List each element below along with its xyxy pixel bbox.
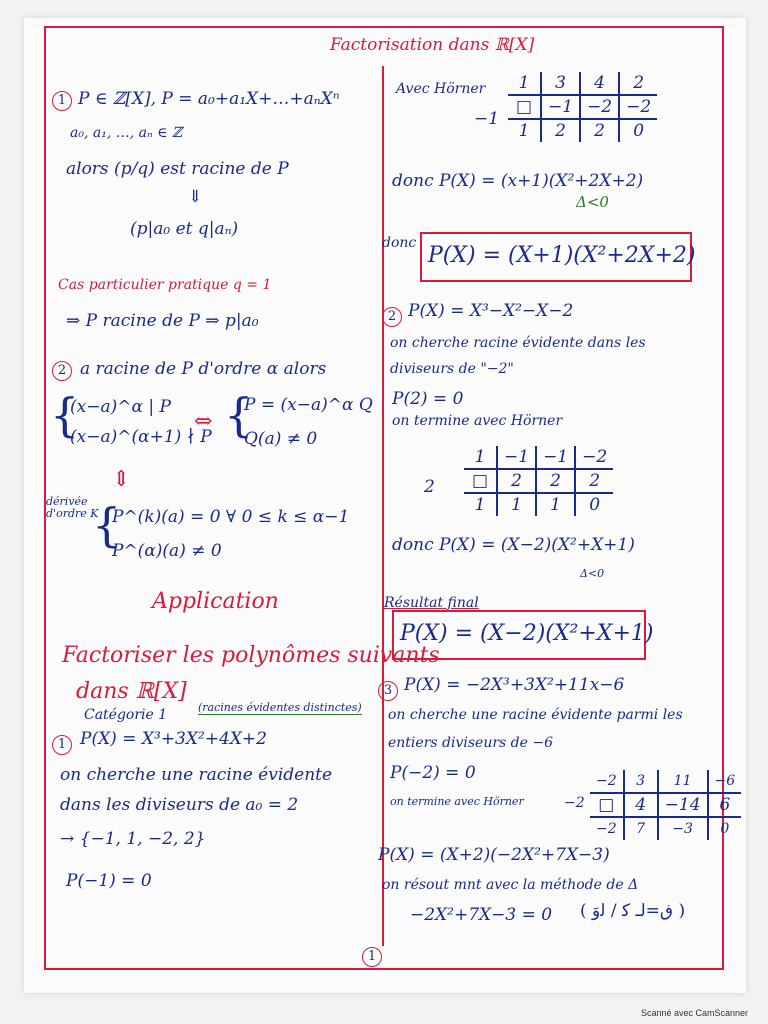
h2-cell: −2 <box>575 446 613 469</box>
item-3-label: 3 <box>378 680 398 701</box>
h2-cell: □ <box>464 469 497 493</box>
h1-cell: 2 <box>580 119 619 142</box>
horner2-root: 2 <box>424 477 435 497</box>
application-heading: Application <box>152 589 279 614</box>
boxed1-text: P(X) = (X+1)(X²+2X+2) <box>428 243 696 268</box>
p1-line2: on cherche une racine évidente <box>60 765 333 785</box>
h2-cell: −1 <box>536 446 575 469</box>
h3-cell: −14 <box>658 793 708 817</box>
brace-2: { <box>224 388 254 442</box>
horner3-root: −2 <box>564 795 585 811</box>
item-1-label: 1 <box>52 734 72 755</box>
p3-resout: on résout mnt avec la méthode de Δ <box>382 877 639 893</box>
page-number <box>362 946 382 967</box>
racines-note: (racines évidentes distinctes) <box>198 701 362 714</box>
p2-line3: diviseurs de "−2" <box>390 361 514 377</box>
section-2-label: 2 <box>52 360 72 381</box>
brace-1: { <box>50 388 80 442</box>
p1-val: P(−1) = 0 <box>66 871 152 891</box>
sys1-a: (x−a)^α | P <box>70 397 171 417</box>
h3-cell: 11 <box>658 770 708 793</box>
h1-cell: −2 <box>619 95 657 119</box>
section-1-label: 1 <box>52 90 72 111</box>
page-number-text: 1 <box>362 947 382 967</box>
s1-line1: P ∈ ℤ[X], P = a₀+a₁X+…+aₙXⁿ <box>78 89 340 109</box>
avec-horner: Avec Hörner <box>396 81 486 97</box>
derive-note: dérivée d'ordre K <box>46 495 99 521</box>
item-2-label: 2 <box>382 306 402 327</box>
h1-cell: 0 <box>619 119 657 142</box>
p3-line2: on cherche une racine évidente parmi les <box>388 707 683 723</box>
s1-arrow: ⇓ <box>188 187 203 207</box>
p2-def: P(X) = X³−X²−X−2 <box>408 301 574 321</box>
h2-cell: 1 <box>497 493 536 516</box>
h2-cell: 1 <box>536 493 575 516</box>
h1-cell: 4 <box>580 72 619 95</box>
h3-cell: □ <box>590 793 624 817</box>
h3-cell: 6 <box>708 793 742 817</box>
equiv-down-arrow: ⇕ <box>112 467 131 492</box>
p2-term: on termine avec Hörner <box>392 413 563 429</box>
p1-set: → {−1, 1, −2, 2} <box>60 829 206 849</box>
p3-term: on termine avec Hörner <box>390 795 524 808</box>
horner-table-3 <box>590 770 741 840</box>
h2-cell: 2 <box>497 469 536 493</box>
sys2-b: Q(a) ≠ 0 <box>244 429 318 449</box>
h1-cell: 1 <box>508 72 541 95</box>
column-divider <box>382 66 384 946</box>
sys3-b: P^(α)(a) ≠ 0 <box>112 541 222 561</box>
h2-cell: 2 <box>536 469 575 493</box>
h2-cell: 0 <box>575 493 613 516</box>
sys3-a: P^(k)(a) = 0 ∀ 0 ≤ k ≤ α−1 <box>112 507 350 527</box>
h1-cell: 1 <box>518 121 530 141</box>
h3-cell: −6 <box>708 770 742 793</box>
p3-val: P(−2) = 0 <box>390 763 476 783</box>
s1-line4: (p|a₀ et q|aₙ) <box>130 219 239 239</box>
h3-cell: 7 <box>624 817 658 840</box>
p3-arabic-note: ( ڧ=ﻟـ ﻛ / ﻟوَ ) <box>580 901 686 921</box>
categorie-label: Catégorie 1 <box>84 707 168 723</box>
h2-cell: 2 <box>575 469 613 493</box>
s1-line2: a₀, a₁, …, aₙ ∈ ℤ <box>70 125 183 141</box>
h1-cell: 3 <box>541 72 580 95</box>
brace-3: { <box>92 498 122 552</box>
factoriser-line1: Factoriser les polynômes suivants <box>62 643 440 668</box>
p3-fact: P(X) = (X+2)(−2X²+7X−3) <box>378 845 610 865</box>
boxed2-text: P(X) = (X−2)(X²+X+1) <box>400 621 654 646</box>
cas-line: ⇒ P racine de P ⇒ p|a₀ <box>66 311 259 331</box>
horner-table-2 <box>464 446 613 516</box>
s2-line1: a racine de P d'ordre α alors <box>80 359 327 379</box>
h1-cell: □ <box>508 95 541 119</box>
horner1-root: −1 <box>474 109 500 129</box>
h1-cell: −1 <box>541 95 580 119</box>
h2-cell: 1 <box>474 495 486 515</box>
donc-label: donc <box>382 235 417 251</box>
resultat-final-label: Résultat final <box>384 595 479 611</box>
h2-cell: −1 <box>497 446 536 469</box>
scanner-footer: Scanné avec CamScanner <box>640 1008 748 1018</box>
h3-cell: −2 <box>590 770 624 793</box>
p3-def: P(X) = −2X³+3X²+11x−6 <box>404 675 625 695</box>
h2-cell: 1 <box>464 446 497 469</box>
h3-cell: 0 <box>708 817 742 840</box>
sys1-b: (x−a)^(α+1) ∤ P <box>70 427 212 447</box>
cas-particulier: Cas particulier pratique q = 1 <box>58 277 272 293</box>
h1-cell: 2 <box>541 119 580 142</box>
h3-cell: −2 <box>596 821 617 837</box>
p2-line2: on cherche racine évidente dans les <box>390 335 646 351</box>
p1-line3: dans les diviseurs de a₀ = 2 <box>60 795 299 815</box>
donc2: donc P(X) = (X−2)(X²+X+1) <box>392 535 635 555</box>
delta1: Δ<0 <box>576 193 609 211</box>
h3-cell: −3 <box>658 817 708 840</box>
page-title: Factorisation dans ℝ[X] <box>330 35 535 55</box>
donc1: donc P(X) = (x+1)(X²+2X+2) <box>392 171 644 191</box>
h1-cell: −2 <box>580 95 619 119</box>
p3-eq: −2X²+7X−3 = 0 <box>410 905 553 925</box>
s1-line3: alors (p/q) est racine de P <box>66 159 289 179</box>
p2-val: P(2) = 0 <box>392 389 464 409</box>
p3-line3: entiers diviseurs de −6 <box>388 735 553 751</box>
horner-table-1 <box>508 72 657 142</box>
delta2: Δ<0 <box>580 567 605 580</box>
h3-cell: 4 <box>624 793 658 817</box>
sys2-a: P = (x−a)^α Q <box>244 395 373 415</box>
factoriser-line2: dans ℝ[X] <box>76 679 187 704</box>
h3-cell: 3 <box>624 770 658 793</box>
p1-def: P(X) = X³+3X²+4X+2 <box>80 729 267 749</box>
h1-cell: 2 <box>619 72 657 95</box>
equiv-arrow: ⇔ <box>194 409 213 434</box>
